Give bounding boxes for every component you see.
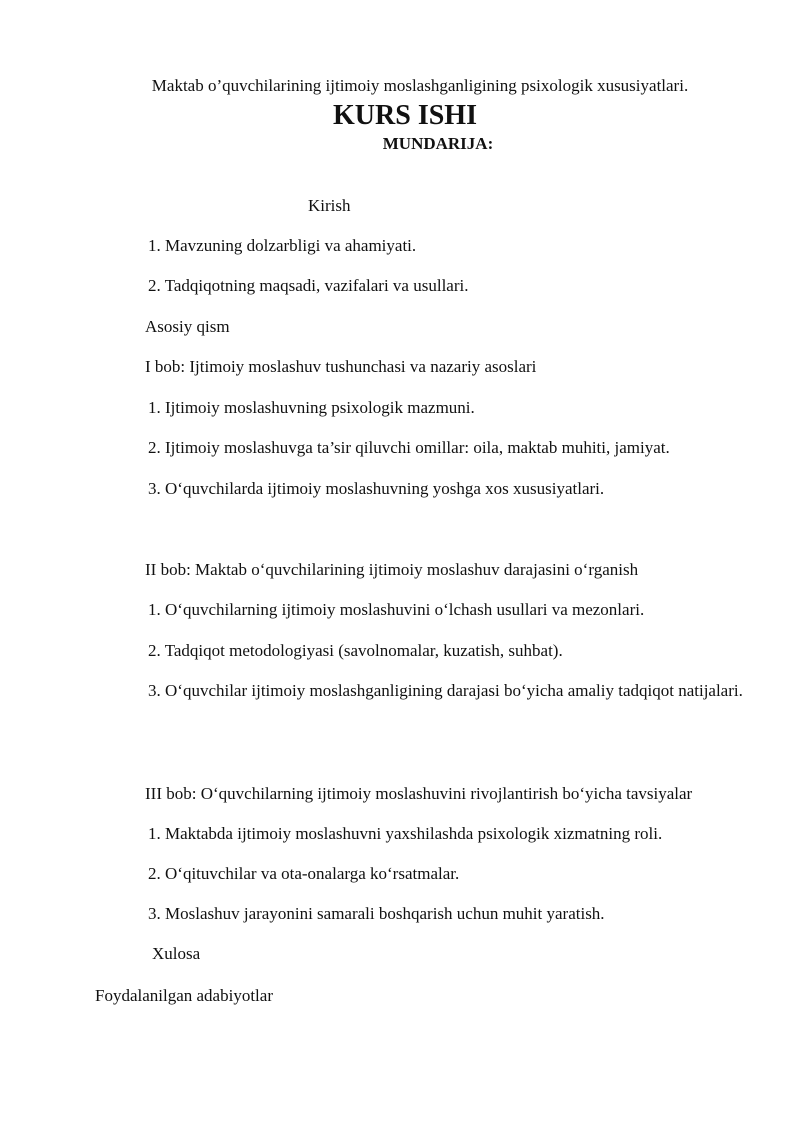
toc-chapter3-item: 3. Moslashuv jarayonini samarali boshqarish uchun muhit yaratish.	[148, 904, 605, 923]
toc-chapter1-item: 2. Ijtimoiy moslashuvga ta’sir qiluvchi omillar: oila, maktab muhiti, jamiyat.	[148, 438, 670, 457]
toc-chapter2-item: 3. O‘quvchilar ijtimoiy moslashganligining darajasi bo‘yicha amaliy tadqiqot natijalari.	[148, 681, 743, 700]
toc-main-part: Asosiy qism	[145, 317, 230, 336]
toc-intro: Kirish	[308, 196, 351, 215]
toc-chapter3-title: III bob: O‘quvchilarning ijtimoiy moslashuvini rivojlantirish bo‘yicha tavsiyalar	[145, 784, 693, 803]
toc-chapter1-title: I bob: Ijtimoiy moslashuv tushunchasi va nazariy asoslari	[145, 357, 537, 376]
toc-intro-item: 1. Mavzuning dolzarbligi va ahamiyati.	[148, 236, 417, 255]
toc-chapter2-item: 2. Tadqiqot metodologiyasi (savolnomalar, kuzatish, suhbat).	[148, 641, 563, 660]
toc-conclusion: Xulosa	[152, 944, 201, 963]
toc-chapter2-item: 1. O‘quvchilarning ijtimoiy moslashuvini o‘lchash usullari va mezonlari.	[148, 600, 645, 619]
toc-chapter1-item: 1. Ijtimoiy moslashuvning psixologik mazmuni.	[148, 398, 475, 417]
document-topic: Maktab o’quvchilarining ijtimoiy moslashganligining psixologik xususiyatlari.	[151, 76, 689, 95]
document-title: KURS ISHI	[333, 100, 477, 131]
toc-chapter1-item: 3. O‘quvchilarda ijtimoiy moslashuvning yoshga xos xususiyatlari.	[148, 479, 605, 498]
contents-heading: MUNDARIJA:	[382, 134, 494, 153]
toc-intro-item: 2. Tadqiqotning maqsadi, vazifalari va usullari.	[148, 276, 469, 295]
toc-chapter3-item: 1. Maktabda ijtimoiy moslashuvni yaxshilashda psixologik xizmatning roli.	[148, 824, 663, 843]
toc-references: Foydalanilgan adabiyotlar	[95, 986, 273, 1005]
toc-chapter3-item: 2. O‘qituvchilar va ota-onalarga ko‘rsatmalar.	[148, 864, 460, 883]
toc-chapter2-title: II bob: Maktab o‘quvchilarining ijtimoiy moslashuv darajasini o‘rganish	[145, 560, 639, 579]
